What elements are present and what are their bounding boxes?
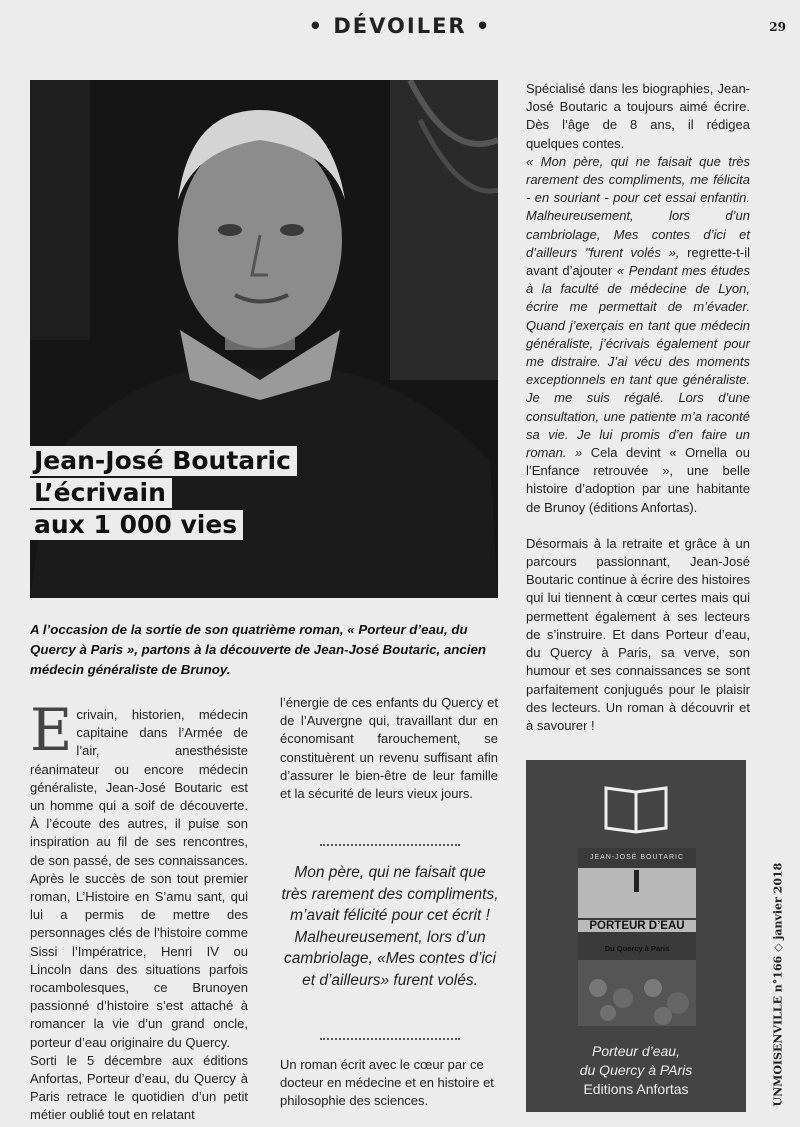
- column1-text: crivain, historien, médecin capitaine dans l’Armée de l’air, anesthésiste réanimateur ou encore médecin généraliste, Jean-José Boutaric est un homme qui a soif de découverte. À l’écoute des autres, il puise son inspiration au fil de ses rencontres, de son passé, de ses connaissances. Après le succès de son tout premier roman, L’Histoire en S’amu sant, qui lui a permis de mettre des personnages clés de l’histoire comme Sissi l’Impératrice, Henri IV ou Lincoln dans des situations parfois rocambolesques, ce Brunoyen passionné d’histoire s’est attaché à romancer la vie d’un grand oncle, porteur d’eau originaire du Quercy.: [30, 707, 248, 1050]
- cover-subtitle: Du Quercy à Paris: [604, 944, 670, 953]
- column3-quote1: « Mon père, qui ne faisait que très rarement des compliments, me félicita - en souriant - pour cet essai enfantin. Malheureusement, lors d’un cambriolage, Mes contes d’ici et d’ailleurs "furent volés »,: [526, 153, 750, 260]
- column3-p1: Spécialisé dans les biographies, Jean-José Boutaric a toujours aimé écrire. Dès l’âge de 8 ans, il rédigea quelques contes.: [526, 81, 750, 151]
- column3-p3: Désormais à la retraite et grâce à un parcours passionnant, Jean-José Boutaric continue à écrire des histoires qui lui tiennent à cœur certes mais qui permettent également à ses lecteurs de s’instruire. Et dans Porteur d’eau, du Quercy à Paris, sa verve, son humour et ses connaissances se sont parfaitement conjugués pour le plaisir des lecteurs. Un roman à découvrir et à savourer !: [526, 535, 751, 733]
- divider-bottom: [320, 1038, 460, 1040]
- drop-cap: E: [30, 696, 73, 764]
- divider-top: [320, 844, 460, 846]
- book-cover: [578, 848, 696, 1026]
- cover-author: JEAN-JOSÉ BOUTARIC: [589, 854, 685, 861]
- column3-p2: [526, 153, 750, 517]
- section-header: • DÉVOILER •: [308, 14, 492, 38]
- headline-line3: aux 1 000 vies: [30, 510, 243, 540]
- caption-publisher: Editions Anfortas: [583, 1081, 689, 1097]
- page-number: 29: [769, 20, 786, 34]
- column-1: [30, 696, 248, 1125]
- article-headline: [30, 446, 297, 542]
- caption-subtitle: du Quercy à PAris: [579, 1062, 693, 1078]
- issue-label: [768, 862, 786, 1120]
- article-lede: A l’occasion de la sortie de son quatrième roman, « Porteur d’eau, du Quercy à Paris », partons à la découverte de Jean-José Boutaric, ancien médecin généraliste de Brunoy.: [30, 622, 486, 677]
- column3-text1: regrette-t-il avant d’ajouter: [526, 244, 750, 279]
- column-3: [526, 80, 750, 735]
- column3-quote2: « Pendant mes études à la faculté de médecine de Lyon, écrire me permettait de m’évader. Quand j’exerçais en tant que médecin généraliste, j’écrivais également pour me distraire. J’ai vécu des moments exceptionnels en tant que généraliste. Je me suis régalé. Lors d’une consultation, une patiente m’a raconté sa vie. Je lui promis d’en faire un roman. »: [526, 263, 750, 461]
- column-2: l’énergie de ces enfants du Quercy et de l’Auvergne qui, travaillant dur en économisant farouchement, se constituèrent un revenu suffisant afin d’assurer le bien-être de leur famille et la sécurité de leurs vieux jours.: [280, 695, 498, 802]
- issue-label-text: UNMOISENVILLE n°166 ◇ janvier 2018: [771, 862, 785, 1107]
- caption-title: Porteur d’eau,: [592, 1043, 680, 1059]
- cover-title: PORTEUR D’EAU: [578, 920, 696, 932]
- column1-text2: Sorti le 5 décembre aux éditions Anfortas, Porteur d’eau, du Quercy à Paris retrace le quotidien d’un petit métier oublié tout en relatant: [30, 1052, 248, 1123]
- pull-quote: Mon père, qui ne faisait que très rarement des compliments, m’avait félicité pour cet écrit ! Malheureusement, lors d’un cambriolage, «Mes contes d’ici et d’ailleurs» furent volés.: [281, 864, 499, 989]
- book-promo-box: [526, 760, 746, 1112]
- headline-line2: L’écrivain: [30, 478, 172, 508]
- headline-name: Jean-José Boutaric: [30, 446, 297, 476]
- open-book-icon: [602, 782, 670, 834]
- book-caption: [526, 1042, 746, 1099]
- column-2-closing: Un roman écrit avec le cœur par ce docteur en médecine et en histoire et philosophie des sciences.: [280, 1057, 494, 1109]
- column3-text2: Cela devint « Ornella ou l’Enfance retrouvée », une belle histoire d’adoption par une habitante de Brunoy (éditions Anfortas).: [526, 445, 750, 515]
